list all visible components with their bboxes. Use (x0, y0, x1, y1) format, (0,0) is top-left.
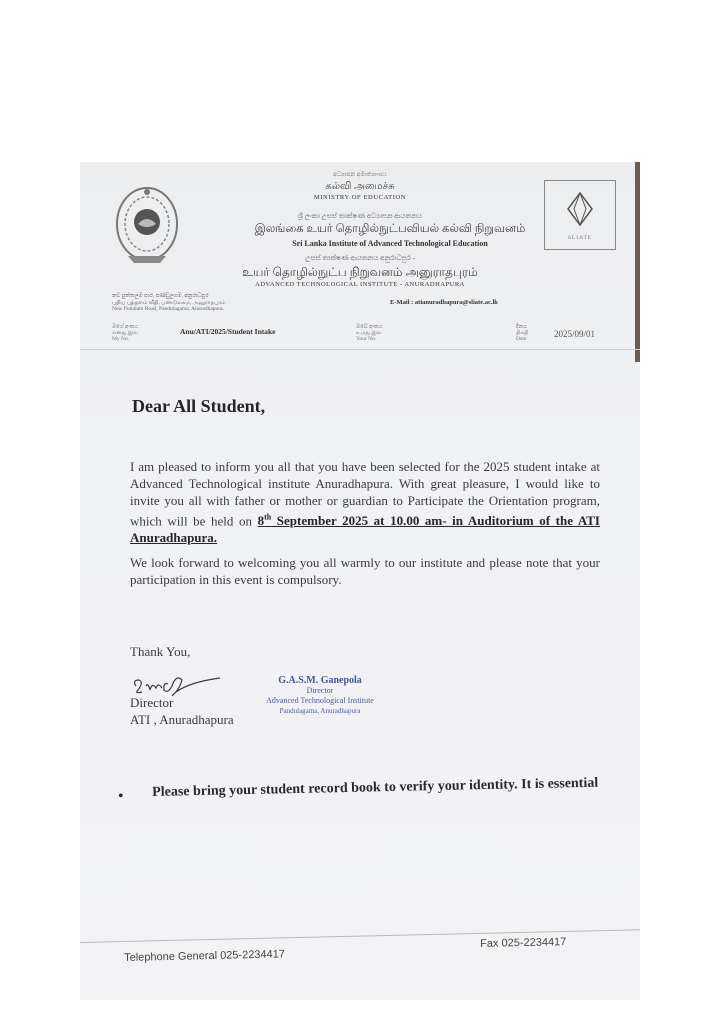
your-no-label-si: ඔබේ අංකය (356, 324, 383, 330)
ati-place: ATI , Anuradhapura (130, 712, 234, 727)
invitation-text: I am pleased to inform you all that you have been selected for the 2025 student intake at Advanced Technological institute Anuradhapura. With great pleasure, I would like to invite you all with father or mother or guardian to Participate the Orientation program, which will be held on (130, 459, 600, 529)
stamp-title: Director (306, 686, 334, 695)
event-datetime-venue: September 2025 at 10.00 am- in Auditorium of the ATI Anuradhapura. (130, 513, 600, 546)
tamil-ati: உயர் தொழில்நுட்ப நிறுவனம் அனுராதபுரம் (242, 265, 478, 279)
sinhala-institute: ශ්‍රී ලංකා උසස් තාක්ෂණ අධ්‍යාපන ආයතනය (297, 212, 423, 220)
event-day-suffix: th (264, 513, 272, 522)
my-no-label (112, 324, 152, 342)
salutation: Dear All Student, (132, 396, 266, 416)
telephone: Telephone General 025-2234417 (124, 948, 286, 964)
address-sinhala: නව පුත්තලම පාර, පණ්ඩුලගම, අනුරාධපුර (112, 293, 209, 299)
sliate-label: SLIATE (567, 235, 593, 241)
invitation-paragraph (130, 458, 600, 546)
date-value: 2025/09/01 (554, 329, 596, 339)
address-english: New Puttalam Road, Pandulagama, Anuradhapura. (112, 306, 224, 312)
english-ministry: MINISTRY OF EDUCATION (313, 194, 407, 201)
your-no-label-ta: உமது இல (356, 330, 382, 336)
your-no-label-en: Your No. (356, 336, 377, 342)
address (112, 293, 312, 313)
my-no-label-ta: எனது இல (112, 330, 138, 336)
sinhala-ati: උසස් තාක්ෂණ ආයතනය අනුරාධපුර - (305, 254, 415, 262)
welcome-paragraph: We look forward to welcoming you all warmly to our institute and please note that your participation in this event is compulsory. (130, 555, 600, 587)
letter-page (80, 162, 640, 1000)
date-label (516, 324, 546, 342)
fax: Fax 025-2234417 (480, 936, 567, 950)
event-day: 8 (257, 513, 265, 529)
sinhala-ministry: අධ්‍යාපන අමාත්‍යාංශය (333, 172, 387, 178)
director-title: Director (130, 695, 174, 710)
date-label-en: Date (516, 336, 527, 342)
stamp-place: Pandulagama, Anuradhapura (279, 707, 361, 715)
stamp-institute: Advanced Technological Institute (266, 696, 374, 705)
tamil-ministry: கல்வி அமைச்சு (325, 181, 395, 192)
record-book-note: Please bring your student record book to verify your identity. It is essential (152, 775, 599, 800)
your-no-label (356, 324, 396, 342)
address-tamil: புதிய புத்தளம் வீதி, பண்டுலகம, அனுராதபுரம் (112, 299, 226, 306)
bullet-icon: • (118, 788, 124, 805)
date-label-ta: திகதி (516, 330, 529, 336)
date-label-si: දිනය (516, 324, 527, 330)
my-no-label-en: My No. (112, 336, 130, 342)
email-address: E-Mail : atianuradhapura@sliate.ac.lk (390, 299, 498, 306)
thanks: Thank You, (130, 644, 191, 659)
stamp-name: G.A.S.M. Ganepola (278, 675, 362, 686)
english-institute: Sri Lanka Institute of Advanced Technological Education (292, 239, 488, 248)
english-ati: ADVANCED TECHNOLOGICAL INSTITUTE - ANURADHAPURA (255, 281, 465, 288)
official-stamp (245, 676, 395, 716)
header-divider (80, 349, 640, 350)
sliate-logo (544, 180, 616, 250)
sliate-diamond-icon (545, 181, 615, 249)
my-no-label-si: මගේ අංකය (112, 324, 139, 330)
my-no-value: Anu/ATI/2025/Student Intake (180, 327, 276, 336)
tamil-institute: இலங்கை உயர் தொழில்நுட்பவியல் கல்வி நிறுவனம் (254, 223, 526, 235)
